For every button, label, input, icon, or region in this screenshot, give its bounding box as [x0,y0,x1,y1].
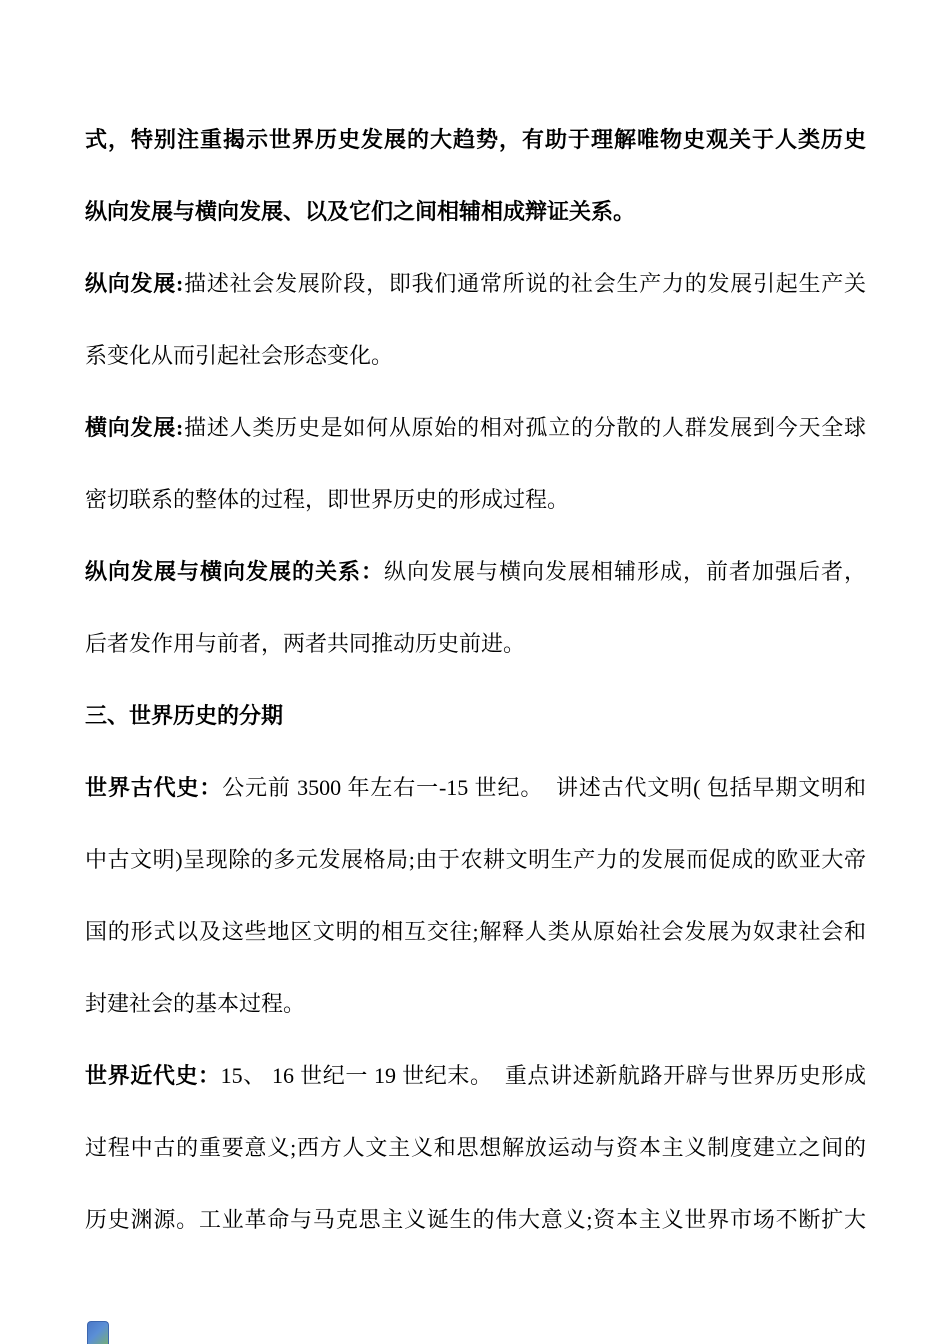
bold-text-run: 纵向发展与横向发展的关系： [85,559,384,584]
text-run: 密切联系的整体的过程，即世界历史的形成过程。 [85,487,570,512]
embedded-image-fragment [87,1321,109,1344]
text-run: 历史渊源。工业革命与马克思主义诞生的伟大意义;资本主义世界市场不断扩大 [85,1207,866,1232]
text-run: 中古文明)呈现除的多元发展格局;由于农耕文明生产力的发展而促成的欧亚大帝 [85,847,866,872]
text-line [85,104,866,176]
text-line [85,176,866,248]
text-run: 后者发作用与前者，两者共同推动历史前进。 [85,631,526,656]
text-line [85,896,866,968]
text-run: 公元前 3500 年左右一-15 世纪。 讲述古代文明( 包括早期文明和 [222,775,866,800]
text-line [85,1184,866,1256]
text-line [85,248,866,320]
bold-text-run: 三、世界历史的分期 [85,703,284,728]
text-line [85,1112,866,1184]
text-run: 描述人类历史是如何从原始的相对孤立的分散的人群发展到今天全球 [183,415,866,440]
text-line [85,320,866,392]
bold-text-run: 横向发展: [85,415,184,440]
text-run: 系变化从而引起社会形态变化。 [85,343,394,368]
text-run: 描述社会发展阶段，即我们通常所说的社会生产力的发展引起生产关 [183,271,866,296]
text-line [85,752,866,824]
text-line [85,680,866,752]
text-area [85,104,866,1256]
text-line [85,608,866,680]
text-line [85,536,866,608]
text-line [85,464,866,536]
text-run: 国的形式以及这些地区文明的相互交往;解释人类从原始社会发展为奴隶社会和 [85,919,866,944]
bold-text-run: 纵向发展: [85,271,184,296]
bold-text-run: 世界古代史： [85,775,223,800]
text-line [85,968,866,1040]
text-line [85,392,866,464]
text-line [85,824,866,896]
text-run: 15、 16 世纪一 19 世纪末。 重点讲述新航路开辟与世界历史形成 [220,1063,866,1088]
text-run: 封建社会的基本过程。 [85,991,306,1016]
bold-text-run: 世界近代史： [85,1063,221,1088]
text-run: 过程中古的重要意义;西方人文主义和思想解放运动与资本主义制度建立之间的 [85,1135,866,1160]
text-line [85,1040,866,1112]
bold-text-run: 纵向发展与横向发展、以及它们之间相辅相成辩证关系。 [85,199,636,224]
text-run: 纵向发展与横向发展相辅形成，前者加强后者， [384,559,866,584]
bold-text-run: 式，特别注重揭示世界历史发展的大趋势，有助于理解唯物史观关于人类历史 [85,127,866,152]
